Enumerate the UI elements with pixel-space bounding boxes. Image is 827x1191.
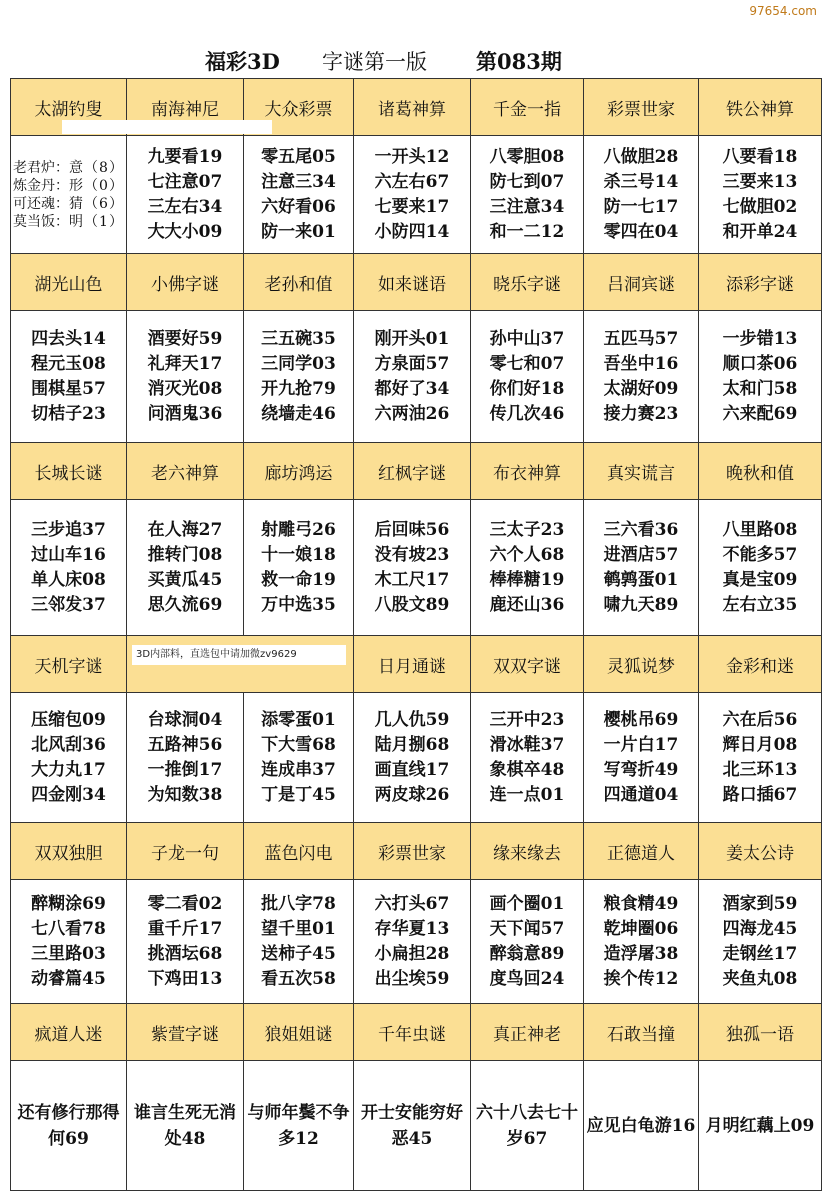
riddle-line: 连一点01 xyxy=(489,784,565,805)
riddle-line: 没有坡23 xyxy=(374,544,450,565)
riddle-line: 望千里01 xyxy=(261,918,336,939)
riddle-line: 棒棒糖19 xyxy=(489,569,565,590)
riddle-cell xyxy=(699,500,822,636)
riddle-line: 注意三34 xyxy=(261,171,336,192)
riddle-line: 方泉面57 xyxy=(374,353,450,374)
riddle-line: 四通道04 xyxy=(603,784,679,805)
riddle-cell xyxy=(244,500,354,636)
legend-label: 可还魂 xyxy=(13,195,56,212)
riddle-line: 九要看19 xyxy=(147,146,223,167)
column-header: 子龙一句 xyxy=(127,823,244,880)
riddle-line: 小防四14 xyxy=(374,221,450,242)
riddle-cell xyxy=(244,136,354,254)
riddle-line: 大力丸17 xyxy=(31,759,106,780)
riddle-cell xyxy=(354,136,471,254)
riddle-cell xyxy=(354,693,471,823)
riddle-line: 一步错13 xyxy=(722,328,798,349)
riddle-line: 礼拜天17 xyxy=(147,353,223,374)
riddle-line: 七注意07 xyxy=(147,171,223,192)
riddle-line: 不能多57 xyxy=(722,544,798,565)
column-header: 紫萱字谜 xyxy=(127,1004,244,1061)
riddle-cell xyxy=(471,1061,584,1191)
riddle-line: 程元玉08 xyxy=(31,353,106,374)
riddle-line: 零五尾05 xyxy=(261,146,336,167)
riddle-line: 北三环13 xyxy=(722,759,798,780)
riddle-line: 批八字78 xyxy=(261,893,336,914)
riddle-line: 写弯折49 xyxy=(603,759,679,780)
legend-value: 形（0） xyxy=(69,177,124,194)
column-header: 日月通谜 xyxy=(354,636,471,693)
column-header: 铁公神算 xyxy=(699,79,822,136)
column-header: 长城长谜 xyxy=(11,443,127,500)
column-header: 布衣神算 xyxy=(471,443,584,500)
riddle-cell xyxy=(11,500,127,636)
riddle-line: 六在后56 xyxy=(722,709,798,730)
content-row xyxy=(11,1061,822,1191)
site-watermark: 97654.com xyxy=(745,4,821,18)
riddle-line: 三邻发37 xyxy=(31,594,106,615)
legend-separator: ： xyxy=(55,159,70,176)
riddle-line: 射雕弓26 xyxy=(261,519,336,540)
riddle-cell xyxy=(699,693,822,823)
riddle-line: 三要来13 xyxy=(722,171,798,192)
riddle-line: 零二看02 xyxy=(147,893,223,914)
riddle-cell xyxy=(354,311,471,443)
riddle-line: 添零蛋01 xyxy=(261,709,336,730)
content-row xyxy=(11,880,822,1004)
riddle-line: 六两油26 xyxy=(374,403,450,424)
riddle-line: 六打头67 xyxy=(374,893,450,914)
riddle-cell xyxy=(584,880,699,1004)
riddle-line: 八做胆28 xyxy=(603,146,679,167)
riddle-line: 三里路03 xyxy=(31,943,106,964)
column-header: 吕洞宾谜 xyxy=(584,254,699,311)
riddle-line: 和开单24 xyxy=(722,221,798,242)
riddle-line: 醉糊涂69 xyxy=(31,893,106,914)
riddle-grid xyxy=(10,78,822,1191)
legend-cell xyxy=(11,136,127,254)
column-header: 红枫字谜 xyxy=(354,443,471,500)
riddle-line: 粮食精49 xyxy=(603,893,679,914)
content-row xyxy=(11,136,822,254)
riddle-line: 台球洞04 xyxy=(147,709,223,730)
riddle-line: 围棋星57 xyxy=(31,378,106,399)
riddle-cell xyxy=(699,1061,822,1191)
riddle-cell xyxy=(354,1061,471,1191)
lottery-name: 福彩3D xyxy=(205,49,280,74)
legend-item xyxy=(11,159,126,177)
riddle-line: 看五次58 xyxy=(261,968,336,989)
riddle-line: 六来配69 xyxy=(722,403,798,424)
riddle-line: 象棋卒48 xyxy=(489,759,565,780)
column-header: 大众彩票 xyxy=(244,79,354,136)
riddle-line: 八股文89 xyxy=(374,594,450,615)
column-header: 小佛字谜 xyxy=(127,254,244,311)
legend-value: 猜（6） xyxy=(69,195,124,212)
legend-label: 莫当饭 xyxy=(13,213,56,230)
column-header: 彩票世家 xyxy=(584,79,699,136)
riddle-line: 月明红藕上09 xyxy=(705,1115,815,1136)
riddle-line: 啸九天89 xyxy=(603,594,679,615)
riddle-line: 下大雪68 xyxy=(261,734,336,755)
column-header: 晓乐字谜 xyxy=(471,254,584,311)
riddle-line: 五匹马57 xyxy=(603,328,679,349)
column-header: 诸葛神算 xyxy=(354,79,471,136)
riddle-line: 过山车16 xyxy=(31,544,106,565)
column-header: 千年虫谜 xyxy=(354,1004,471,1061)
riddle-cell xyxy=(244,880,354,1004)
riddle-line: 一开头12 xyxy=(374,146,450,167)
riddle-cell xyxy=(244,311,354,443)
riddle-line: 谁言生死无消处48 xyxy=(134,1102,236,1149)
column-header: 姜太公诗 xyxy=(699,823,822,880)
riddle-line: 酒要好59 xyxy=(147,328,223,349)
riddle-line: 三同学03 xyxy=(261,353,336,374)
riddle-line: 六左右67 xyxy=(374,171,450,192)
riddle-line: 切桔子23 xyxy=(31,403,106,424)
column-header: 彩票世家 xyxy=(354,823,471,880)
column-header: 如来谜语 xyxy=(354,254,471,311)
content-row xyxy=(11,693,822,823)
riddle-line: 挨个传12 xyxy=(603,968,679,989)
riddle-line: 万中选35 xyxy=(261,594,336,615)
riddle-line: 樱桃吊69 xyxy=(603,709,679,730)
riddle-line: 醉翁意89 xyxy=(489,943,565,964)
riddle-line: 鹿还山36 xyxy=(489,594,565,615)
riddle-line: 零七和07 xyxy=(489,353,565,374)
riddle-line: 鹌鹑蛋01 xyxy=(603,569,679,590)
riddle-line: 吾坐中16 xyxy=(603,353,679,374)
riddle-line: 顺口茶06 xyxy=(722,353,798,374)
legend-separator: ： xyxy=(55,177,70,194)
riddle-line: 零四在04 xyxy=(603,221,679,242)
column-header: 南海神尼 xyxy=(127,79,244,136)
riddle-cell xyxy=(584,693,699,823)
riddle-line: 六十八去七十岁67 xyxy=(476,1102,578,1149)
riddle-line: 买黄瓜45 xyxy=(147,569,223,590)
riddle-line: 太湖好09 xyxy=(603,378,679,399)
riddle-line: 三开中23 xyxy=(489,709,565,730)
riddle-line: 乾坤圈06 xyxy=(603,918,679,939)
riddle-line: 三左右34 xyxy=(147,196,223,217)
riddle-line: 真是宝09 xyxy=(722,569,798,590)
column-header: 金彩和迷 xyxy=(699,636,822,693)
column-header: 湖光山色 xyxy=(11,254,127,311)
column-header: 蓝色闪电 xyxy=(244,823,354,880)
riddle-line: 重千斤17 xyxy=(147,918,223,939)
riddle-line: 六个人68 xyxy=(489,544,565,565)
riddle-line: 防一来01 xyxy=(261,221,336,242)
riddle-cell xyxy=(11,880,127,1004)
riddle-cell xyxy=(471,880,584,1004)
riddle-line: 应见白龟游16 xyxy=(586,1115,696,1136)
riddle-cell xyxy=(11,311,127,443)
riddle-cell xyxy=(354,880,471,1004)
column-header: 双双字谜 xyxy=(471,636,584,693)
riddle-line: 防七到07 xyxy=(489,171,565,192)
column-header: 老孙和值 xyxy=(244,254,354,311)
column-header: 添彩字谜 xyxy=(699,254,822,311)
legend-item xyxy=(11,177,126,195)
column-header: 老六神算 xyxy=(127,443,244,500)
legend-value: 明（1） xyxy=(69,213,124,230)
riddle-line: 挑酒坛68 xyxy=(147,943,223,964)
column-header: 太湖钓叟 xyxy=(11,79,127,136)
riddle-line: 北风刮36 xyxy=(31,734,106,755)
riddle-line: 造浮屠38 xyxy=(603,943,679,964)
column-header: 石敢当撞 xyxy=(584,1004,699,1061)
column-header: 廊坊鸿运 xyxy=(244,443,354,500)
riddle-line: 为知数38 xyxy=(147,784,223,805)
riddle-line: 在人海27 xyxy=(147,519,223,540)
riddle-line: 陆月捌68 xyxy=(374,734,450,755)
column-header: 天机字谜 xyxy=(11,636,127,693)
riddle-cell xyxy=(11,693,127,823)
riddle-cell xyxy=(699,880,822,1004)
riddle-line: 天下闻57 xyxy=(489,918,565,939)
riddle-line: 刚开头01 xyxy=(374,328,450,349)
riddle-line: 和一二12 xyxy=(489,221,565,242)
riddle-line: 度鸟回24 xyxy=(489,968,565,989)
riddle-line: 七做胆02 xyxy=(722,196,798,217)
riddle-line: 防一七17 xyxy=(603,196,679,217)
column-header: 疯道人迷 xyxy=(11,1004,127,1061)
riddle-cell xyxy=(127,1061,244,1191)
legend-item xyxy=(11,195,126,213)
riddle-line: 小扁担28 xyxy=(374,943,450,964)
content-row xyxy=(11,311,822,443)
riddle-cell xyxy=(244,693,354,823)
riddle-line: 进酒店57 xyxy=(603,544,679,565)
riddle-line: 思久流69 xyxy=(147,594,223,615)
riddle-line: 开九抢79 xyxy=(261,378,336,399)
riddle-line: 八零胆08 xyxy=(489,146,565,167)
riddle-line: 三太子23 xyxy=(489,519,565,540)
legend-label: 炼金丹 xyxy=(13,177,56,194)
riddle-line: 八要看18 xyxy=(722,146,798,167)
column-header: 真正神老 xyxy=(471,1004,584,1061)
riddle-line: 滑冰鞋37 xyxy=(489,734,565,755)
riddle-line: 你们好18 xyxy=(489,378,565,399)
riddle-line: 走钢丝17 xyxy=(722,943,798,964)
riddle-cell xyxy=(354,500,471,636)
riddle-line: 后回味56 xyxy=(374,519,450,540)
riddle-line: 接力赛23 xyxy=(603,403,679,424)
ad-banner: 3D内部料，直选包中请加微zv9629 xyxy=(132,645,346,665)
riddle-cell xyxy=(127,500,244,636)
riddle-line: 三六看36 xyxy=(603,519,679,540)
riddle-cell xyxy=(471,136,584,254)
riddle-line: 六好看06 xyxy=(261,196,336,217)
column-header: 双双独胆 xyxy=(11,823,127,880)
riddle-line: 与师年鬓不争多12 xyxy=(247,1102,350,1149)
column-header: 千金一指 xyxy=(471,79,584,136)
riddle-line: 四去头14 xyxy=(31,328,106,349)
riddle-cell xyxy=(584,1061,699,1191)
riddle-line: 孙中山37 xyxy=(489,328,565,349)
riddle-cell xyxy=(699,136,822,254)
riddle-line: 出尘埃59 xyxy=(374,968,450,989)
column-header: 狼姐姐谜 xyxy=(244,1004,354,1061)
riddle-line: 几人仇59 xyxy=(374,709,450,730)
column-header: 晚秋和值 xyxy=(699,443,822,500)
riddle-line: 都好了34 xyxy=(374,378,450,399)
riddle-line: 十一娘18 xyxy=(261,544,336,565)
riddle-line: 七要来17 xyxy=(374,196,450,217)
riddle-line: 四金刚34 xyxy=(31,784,106,805)
header-row xyxy=(11,1004,822,1061)
riddle-line: 开士安能穷好恶45 xyxy=(361,1102,463,1149)
riddle-line: 下鸡田13 xyxy=(147,968,223,989)
riddle-line: 推转门08 xyxy=(147,544,223,565)
header-row xyxy=(11,254,822,311)
legend-value: 意（8） xyxy=(69,159,124,176)
riddle-cell xyxy=(471,500,584,636)
riddle-cell xyxy=(584,311,699,443)
riddle-line: 四海龙45 xyxy=(722,918,798,939)
legend-separator: ： xyxy=(55,213,70,230)
riddle-line: 左右立35 xyxy=(722,594,798,615)
riddle-cell xyxy=(584,500,699,636)
riddle-cell xyxy=(699,311,822,443)
riddle-line: 三五碗35 xyxy=(261,328,336,349)
riddle-line: 救一命19 xyxy=(261,569,336,590)
riddle-line: 连成串37 xyxy=(261,759,336,780)
riddle-line: 辉日月08 xyxy=(722,734,798,755)
riddle-cell xyxy=(584,136,699,254)
riddle-cell xyxy=(127,880,244,1004)
riddle-line: 画个圈01 xyxy=(489,893,565,914)
riddle-line: 存华夏13 xyxy=(374,918,450,939)
riddle-line: 太和门58 xyxy=(722,378,798,399)
content-row xyxy=(11,500,822,636)
white-mask-bar xyxy=(62,120,272,134)
column-header: 灵狐说梦 xyxy=(584,636,699,693)
column-header: 独孤一语 xyxy=(699,1004,822,1061)
riddle-line: 动睿篇45 xyxy=(31,968,106,989)
riddle-line: 八里路08 xyxy=(722,519,798,540)
page-title xyxy=(0,46,827,76)
riddle-cell xyxy=(471,311,584,443)
riddle-line: 消灭光08 xyxy=(147,378,223,399)
column-header: 缘来缘去 xyxy=(471,823,584,880)
riddle-line: 还有修行那得何69 xyxy=(17,1102,120,1149)
riddle-line: 大大小09 xyxy=(147,221,223,242)
riddle-line: 七八看78 xyxy=(31,918,106,939)
riddle-line: 夹鱼丸08 xyxy=(722,968,798,989)
legend-separator: ： xyxy=(55,195,70,212)
legend-item xyxy=(11,213,126,231)
riddle-line: 杀三号14 xyxy=(603,171,679,192)
riddle-cell xyxy=(127,311,244,443)
riddle-line: 绕墙走46 xyxy=(261,403,336,424)
riddle-cell xyxy=(127,136,244,254)
column-header: 真实谎言 xyxy=(584,443,699,500)
issue-number: 第083期 xyxy=(476,49,562,74)
riddle-line: 木工尺17 xyxy=(374,569,450,590)
riddle-cell xyxy=(471,693,584,823)
column-header: 正德道人 xyxy=(584,823,699,880)
riddle-line: 问酒鬼36 xyxy=(147,403,223,424)
riddle-line: 两皮球26 xyxy=(374,784,450,805)
header-row xyxy=(11,823,822,880)
riddle-cell xyxy=(244,1061,354,1191)
riddle-line: 一推倒17 xyxy=(147,759,223,780)
riddle-line: 三注意34 xyxy=(489,196,565,217)
riddle-cell xyxy=(11,1061,127,1191)
riddle-line: 压缩包09 xyxy=(31,709,106,730)
riddle-line: 单人床08 xyxy=(31,569,106,590)
riddle-line: 路口插67 xyxy=(722,784,798,805)
riddle-line: 五路神56 xyxy=(147,734,223,755)
legend-label: 老君炉 xyxy=(13,159,56,176)
header-row xyxy=(11,443,822,500)
riddle-line: 送柿子45 xyxy=(261,943,336,964)
riddle-line: 一片白17 xyxy=(603,734,679,755)
riddle-line: 画直线17 xyxy=(374,759,450,780)
edition-name: 字谜第一版 xyxy=(322,50,427,74)
riddle-line: 三步追37 xyxy=(31,519,106,540)
riddle-cell xyxy=(127,693,244,823)
riddle-line: 酒家到59 xyxy=(722,893,798,914)
riddle-line: 丁是丁45 xyxy=(261,784,336,805)
riddle-line: 传几次46 xyxy=(489,403,565,424)
